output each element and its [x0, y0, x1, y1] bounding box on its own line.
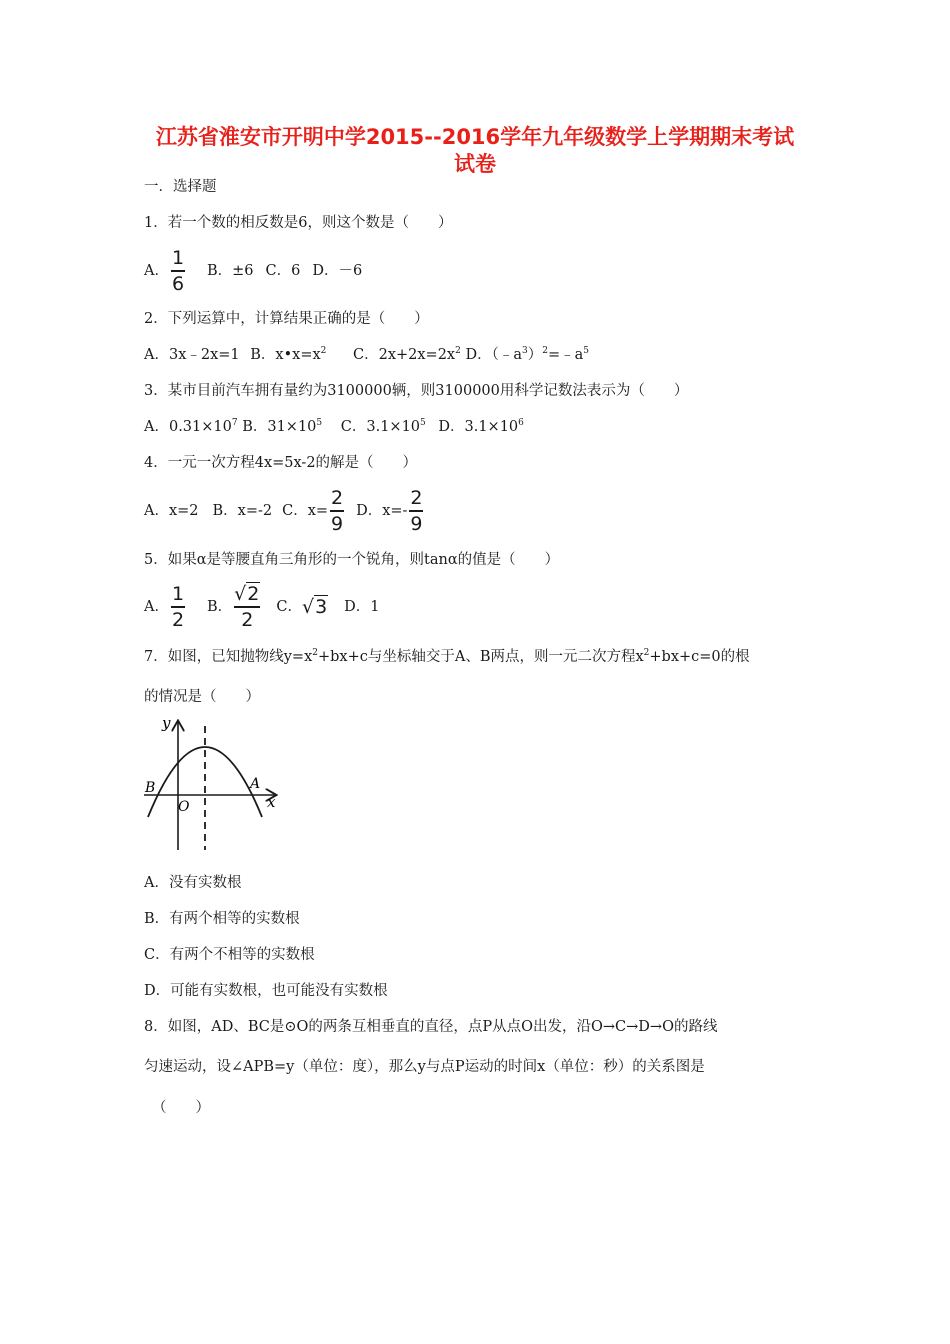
q7-option-c: C．有两个不相等的实数根: [144, 947, 315, 963]
q5-b-sqrt: √2: [234, 583, 260, 606]
q3-option-d: [438, 419, 524, 435]
fraction-bar: [409, 510, 423, 512]
q1-option-c: C．6: [265, 263, 301, 279]
q7-stem-part2: +bx+c与坐标轴交于A、B两点，则一元二次方程x: [317, 649, 644, 665]
q5-option-b-label: B．: [206, 599, 233, 615]
q5-option-d: D．1: [344, 599, 380, 615]
fraction-bar: [330, 510, 344, 512]
parabola-graph: [140, 712, 285, 852]
origin-label: O: [178, 799, 190, 815]
q2-d-exponent-1: 3: [521, 346, 528, 357]
q3-option-a: [144, 419, 238, 435]
q4-option-a: A．x=2: [144, 503, 199, 519]
q1-option-a-label: A．: [144, 263, 169, 279]
q2-option-b: [250, 347, 326, 363]
q7-option-d: D．可能有实数根，也可能没有实数根: [144, 983, 388, 999]
q8-stem-line1: 8．如图，AD、BC是⊙O的两条互相垂直的直径，点P从点O出发，沿O→C→D→O的路线: [144, 1019, 718, 1035]
q8-stem-line3: （ ）: [152, 1100, 210, 1116]
q3-b-exponent: 5: [316, 418, 323, 429]
q5-a-numerator: 1: [171, 583, 185, 606]
q2-b-text: B．x•x=x: [250, 347, 321, 363]
q3-stem: 3．某市目前汽车拥有量约为3100000辆，则3100000用科学记数法表示为（ ）: [144, 383, 689, 399]
q4-option-c-label: C．x=: [282, 503, 329, 519]
q3-d-text: D．3.1×10: [438, 419, 519, 435]
q3-a-text: A．0.31×10: [144, 419, 232, 435]
point-b-label: B: [145, 780, 156, 796]
q7-option-b: B．有两个相等的实数根: [144, 911, 300, 927]
y-axis-label: y: [162, 714, 171, 732]
q2-d-exponent-3: 5: [583, 346, 589, 357]
q2-d-text: D．（﹣a: [465, 347, 522, 363]
q8-stem-line2: 匀速运动，设∠APB=y（单位：度），那么y与点P运动的时间x（单位：秒）的关系图是: [144, 1059, 705, 1075]
q2-option-a: A．3x﹣2x=1: [144, 347, 240, 363]
q5-a-denominator: 2: [171, 608, 185, 631]
q2-d-paren: ）: [527, 347, 543, 363]
fraction-bar: [171, 606, 185, 608]
parabola-curve: [148, 747, 262, 817]
q4-stem: 4．一元一次方程4x=5x-2的解是（ ）: [144, 455, 418, 471]
q4-c-numerator: 2: [331, 487, 344, 510]
q2-options: [144, 345, 589, 365]
q4-d-numerator: 2: [410, 487, 423, 510]
q3-c-text: C．3.1×10: [340, 419, 421, 435]
q7-stem-line2: 的情况是（ ）: [144, 689, 260, 705]
q4-d-denominator: 9: [410, 512, 423, 535]
q5-b-denominator: 2: [241, 608, 254, 631]
q4-c-denominator: 9: [331, 512, 344, 535]
q3-a-exponent: 7: [231, 418, 238, 429]
q2-d-result: =﹣a: [547, 347, 584, 363]
q1-a-numerator: 1: [171, 247, 185, 270]
q4-options: [144, 488, 425, 534]
q4-option-c-fraction: [330, 487, 344, 535]
q4-option-d-label: D．x=-: [356, 503, 408, 519]
exam-title-line1: 江苏省淮安市开明中学2015--2016学年九年级数学上学期期末考试: [155, 125, 795, 149]
q2-c-exponent: 2: [455, 346, 461, 357]
fraction-bar: [234, 606, 260, 608]
q1-option-a-fraction: [171, 247, 185, 295]
q5-c-radicand: 3: [315, 596, 328, 618]
q5-option-a-fraction: [171, 583, 185, 631]
q1-a-denominator: 6: [171, 272, 185, 295]
q5-option-c-sqrt: √3: [301, 596, 328, 618]
q5-option-a-label: A．: [144, 599, 169, 615]
q1-options: [144, 248, 362, 294]
section-heading: 一．选择题: [144, 179, 217, 195]
x-axis-label: x: [267, 793, 276, 811]
exam-title-line2: 试卷: [454, 152, 496, 176]
q3-option-b: [242, 419, 322, 435]
q2-d-exponent-2: 2: [542, 346, 548, 357]
q7-stem-part1: 7．如图，已知抛物线y=x: [144, 649, 313, 665]
q4-option-b: B．x=-2: [212, 503, 273, 519]
q7-stem-part3: +bx+c=0的根: [649, 649, 750, 665]
q5-stem: 5．如果α是等腰直角三角形的一个锐角，则tanα的值是（ ）: [144, 552, 560, 568]
point-a-label: A: [250, 776, 261, 792]
q5-b-radicand: 2: [247, 583, 260, 606]
q3-d-exponent: 6: [518, 418, 524, 429]
q7-exponent-1: 2: [312, 648, 318, 659]
q5-option-c-label: C．: [276, 599, 302, 615]
q3-options: [144, 417, 524, 437]
q2-option-c: [353, 347, 461, 363]
q2-c-text: C．2x+2x=2x: [353, 347, 456, 363]
q3-c-exponent: 5: [420, 418, 426, 429]
q7-exponent-2: 2: [643, 648, 650, 659]
q2-option-d: [465, 347, 589, 363]
q5-options: [144, 584, 380, 630]
q4-option-d-fraction: [409, 487, 423, 535]
q1-option-b: B．±6: [206, 263, 254, 279]
fraction-bar: [171, 270, 185, 272]
q1-stem: 1．若一个数的相反数是6，则这个数是（ ）: [144, 215, 453, 231]
q1-option-d: D．－6: [312, 263, 363, 279]
q7-stem-line1: [144, 647, 750, 667]
q3-option-c: [341, 419, 426, 435]
q7-option-a: A．没有实数根: [144, 875, 242, 891]
q5-option-b-fraction: [234, 583, 260, 631]
q2-b-exponent: 2: [320, 346, 327, 357]
q3-b-text: B．31×10: [242, 419, 317, 435]
q2-stem: 2．下列运算中，计算结果正确的是（ ）: [144, 311, 429, 327]
